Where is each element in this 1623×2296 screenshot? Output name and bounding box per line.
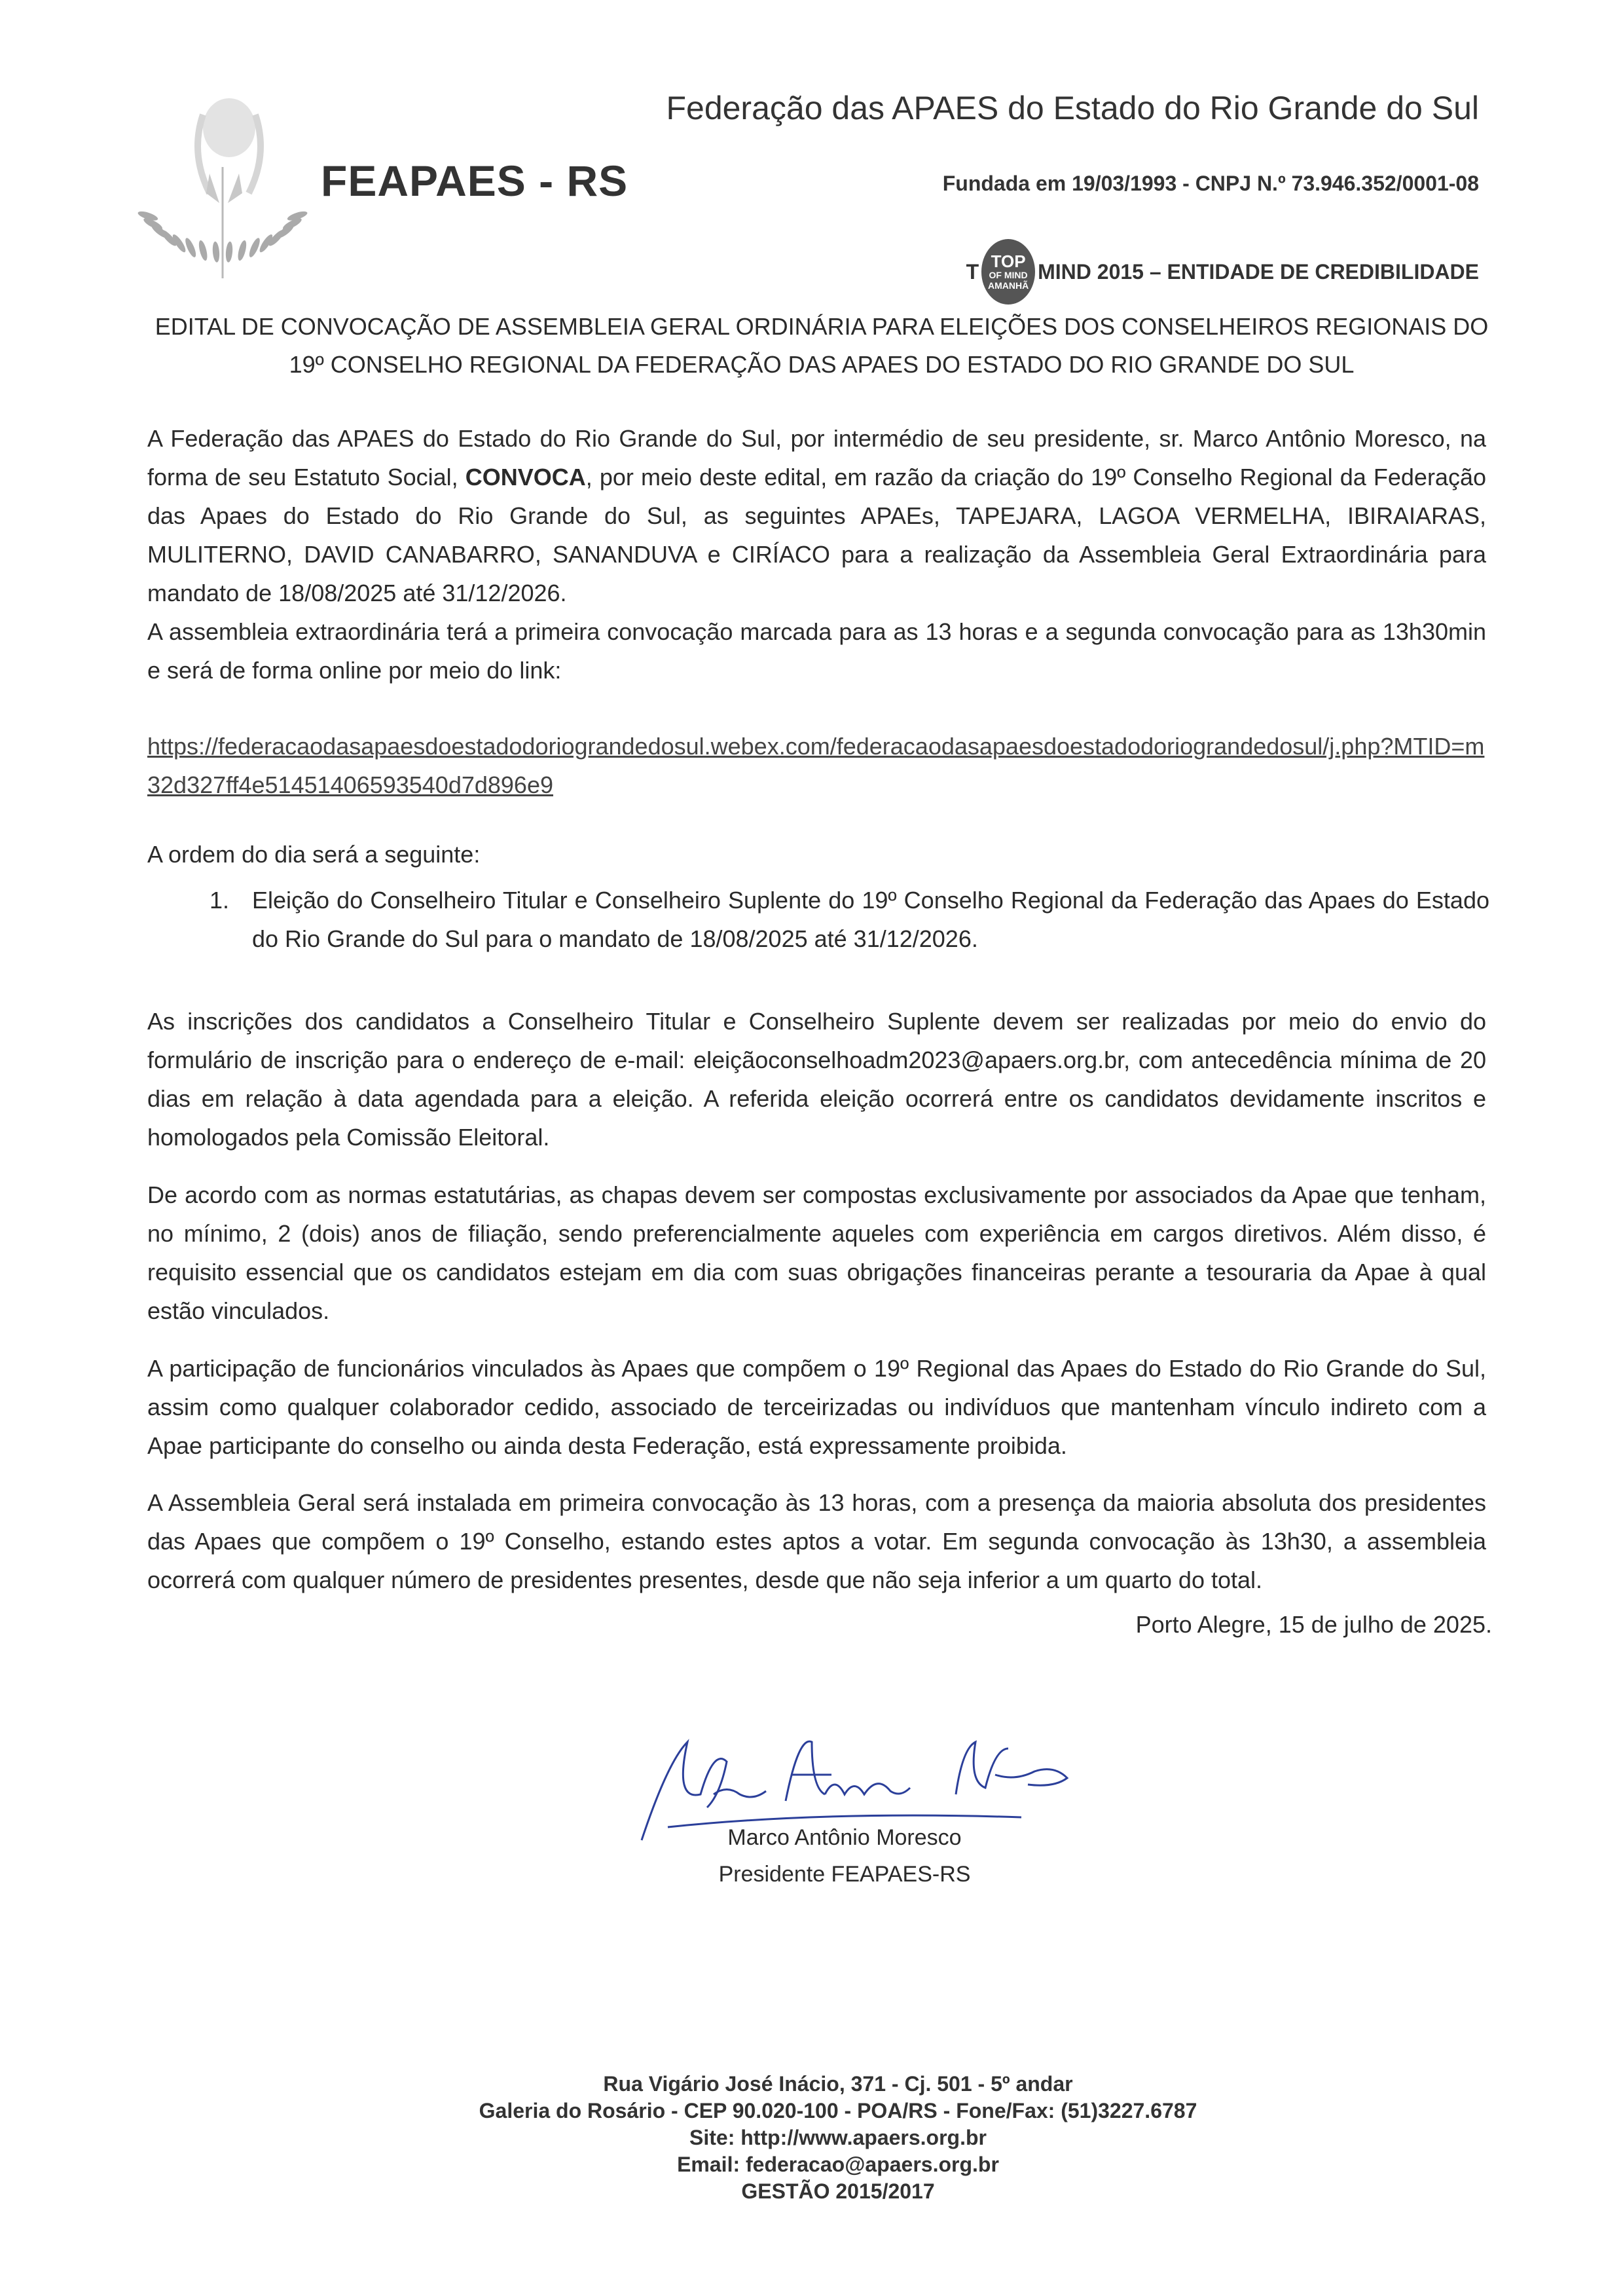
wreath-leaf (236, 240, 248, 261)
paragraph-restrictions: A participação de funcionários vinculados às Apaes que compõem o 19º Regional das Apaes do Estado do Rio Grande do Sul, assim como qualquer colaborador cedido, associado de terceirizadas ou indivíduos que mantenham vínculo indireto com a Apae participante do conselho ou ainda desta Federação, está expressamente proibida. (147, 1355, 1486, 1459)
footer-gallery-phone: Galeria do Rosário - CEP 90.020-100 - POA/RS - Fone/Fax: (51)3227.6787 (479, 2099, 1197, 2122)
badge-top: TOP (991, 251, 1026, 271)
agenda-item-number: 1. (210, 887, 230, 914)
wreath-leaf (197, 240, 209, 261)
award-line (966, 239, 1479, 305)
paragraph-schedule: A assembleia extraordinária terá a primeira convocação marcada para as 13 horas e a segunda convocação para as 13h30min e será de forma online por meio do link: (147, 618, 1486, 684)
top-of-mind-badge (981, 239, 1035, 305)
paragraph-eligibility: De acordo com as normas estatutárias, as chapas devem ser compostas exclusivamente por associados da Apae que tenham, no mínimo, 2 (dois) anos de filiação, sendo preferencialmente aqueles com experiência em cargos diretivos. Além disso, é requisito essencial que os candidatos estejam em dia com suas obrigações financeiras perante a tesouraria da Apae à qual estão vinculados. (147, 1181, 1486, 1324)
founded-cnpj: Fundada em 19/03/1993 - CNPJ N.º 73.946.352/0001-08 (942, 172, 1479, 195)
meeting-link[interactable]: https://federacaodasapaesdoestadodoriograndedosul.webex.com/federacaodasapaesdoestadodoriograndedosul/j.php?MTID=m32d327ff4e51451406593540d7d896e9 (147, 733, 1485, 798)
signer-title: Presidente FEAPAES-RS (718, 1862, 971, 1887)
badge-bottom: AMANHÃ (988, 280, 1029, 291)
award-suffix: MIND 2015 – ENTIDADE DE CREDIBILIDADE (1038, 259, 1479, 284)
badge-mid: OF MIND (989, 270, 1028, 280)
paragraph-registration: As inscrições dos candidatos a Conselheiro Titular e Conselheiro Suplente devem ser realizadas por meio do envio do formulário de inscrição para o endereço de e-mail: eleiçãoconselhoadm2023@apaers.org.br, com antecedência mínima de 20 dias em relação à data agendada para a eleição. A referida eleição ocorrerá entre os candidatos devidamente inscritos e homologados pela Comissão Eleitoral. (147, 1008, 1486, 1151)
wreath-leaf (225, 241, 234, 263)
agenda-item (210, 881, 1489, 958)
wreath-leaf (183, 236, 198, 258)
footer-address (380, 2071, 1296, 2205)
p1-text-b: , por meio deste edital, em razão da criação do 19º Conselho Regional da Federação das Apaes do Estado do Rio Grande do Sul, as seguintes APAEs, TAPEJARA, LAGOA VERMELHA, IBIRAIARAS, MULITERNO, DAVID CANABARRO, SANANDUVA e CIRÍACO para a realização da Assembleia Geral Extraordinária para mandato de 18/08/2025 até 31/12/2026. (147, 464, 1486, 606)
wreath-leaf (247, 236, 262, 258)
document-heading: EDITAL DE CONVOCAÇÃO DE ASSEMBLEIA GERAL ORDINÁRIA PARA ELEIÇÕES DOS CONSELHEIROS REGIONAIS DO 19º CONSELHO REGIONAL DA FEDERAÇÃO DAS APAES DO ESTADO DO RIO GRANDE DO SUL (155, 313, 1489, 378)
p1-convoca: CONVOCA (465, 464, 586, 491)
footer-street: Rua Vigário José Inácio, 371 - Cj. 501 - 5º andar (603, 2072, 1073, 2096)
agenda-intro: A ordem do dia será a seguinte: (147, 841, 481, 868)
award-prefix: T (966, 259, 979, 284)
paragraph-convocation (147, 419, 1486, 612)
agenda-item-text: Eleição do Conselheiro Titular e Conselheiro Suplente do 19º Conselho Regional da Federação das Apaes do Estado do Rio Grande do Sul para o mandato de 18/08/2025 até 31/12/2026. (252, 887, 1489, 952)
wreath-leaf (212, 241, 221, 263)
place-date: Porto Alegre, 15 de julho de 2025. (1135, 1611, 1492, 1638)
paragraph-quorum: A Assembleia Geral será instalada em primeira convocação às 13 horas, com a presença da maioria absoluta dos presidentes das Apaes que compõem o 19º Conselho, estando estes aptos a votar. Em segunda convocação às 13h30, a assembleia ocorrerá com qualquer número de presidentes presentes, desde que não seja inferior a um quarto do total. (147, 1489, 1486, 1593)
feapaes-logo (131, 88, 318, 285)
signer-name: Marco Antônio Moresco (727, 1825, 962, 1850)
footer-site: Site: http://www.apaers.org.br (689, 2126, 987, 2149)
brand-name: FEAPAES - RS (321, 157, 629, 205)
footer-management: GESTÃO 2015/2017 (741, 2179, 935, 2203)
p1-text-a: A Federação das APAES do Estado do Rio Grande do Sul, por intermédio de seu presidente, sr. Marco Antônio Moresco, na forma de seu Estatuto Social, (147, 425, 1486, 491)
organization-title: Federação das APAES do Estado do Rio Grande do Sul (666, 90, 1479, 126)
signer-block (655, 1819, 1034, 1893)
footer-email: Email: federacao@apaers.org.br (677, 2153, 999, 2176)
